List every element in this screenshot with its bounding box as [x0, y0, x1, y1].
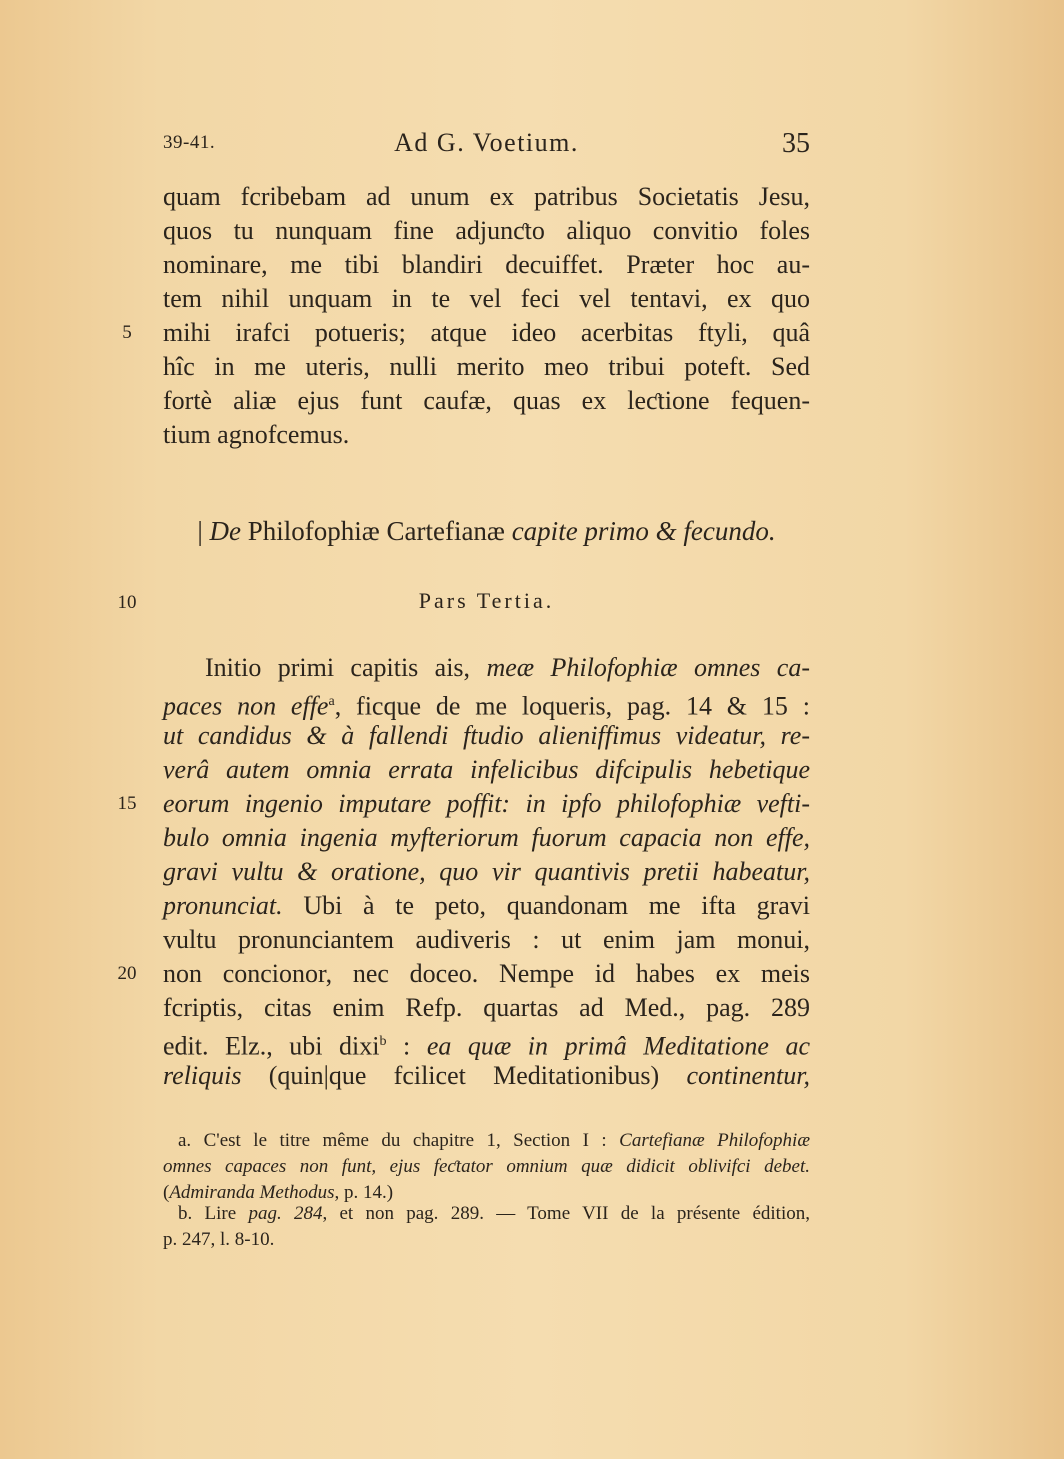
text-line: fortè aliæ ejus funt caufæ, quas ex leƈtione fequen-: [163, 386, 810, 415]
text-line: hîc in me uteris, nulli merito meo tribui poteft. Sed: [163, 352, 810, 381]
text-span: , et non pag. 289. — Tome VII de la présente édition,: [322, 1203, 810, 1224]
text-line: tium agnofcemus.: [163, 420, 350, 449]
text-span: pag. 284: [248, 1203, 323, 1224]
text-span: Initio primi capitis ais,: [205, 653, 471, 682]
section-heading-part: De: [209, 516, 241, 546]
text-span: bulo omnia ingenia myfteriorum fuorum capacia non effe,: [163, 823, 810, 852]
page-number: 35: [782, 128, 810, 159]
text-span: Cartefianæ Philofophiæ: [619, 1130, 810, 1151]
text-span: Ubi à te peto, quandonam me ifta gravi: [282, 891, 810, 920]
line-number: 20: [117, 963, 137, 984]
footnote-line: [163, 1153, 810, 1181]
text-line: [163, 685, 810, 724]
text-line: nominare, me tibi blandiri decuiffet. Præter hoc au-: [163, 250, 810, 279]
footnote-line: [178, 1200, 810, 1228]
section-heading-part: capite primo & fecundo.: [511, 516, 776, 546]
text-span: b. Lire: [178, 1203, 249, 1224]
text-line: [163, 787, 810, 821]
text-line: vultu pronunciantem audiveris : ut enim jam monui,: [163, 925, 810, 954]
text-line: quam fcribebam ad unum ex patribus Societatis Jesu,: [163, 182, 810, 211]
text-span: ea quæ in primâ Meditatione ac: [426, 1031, 810, 1061]
text-span: eorum ingenio imputare poffit: in ipfo philofophiæ vefti-: [163, 789, 810, 818]
text-line: [205, 651, 810, 685]
running-title: Ad G. Voetium.: [394, 128, 579, 157]
text-span: pronunciat.: [163, 891, 283, 920]
text-span: reliquis: [163, 1061, 242, 1090]
text-span: a. C'est le titre même du chapitre 1, Section I :: [178, 1130, 620, 1151]
text-line: mihi irafci potueris; atque ideo acerbitas ftyli, quâ: [163, 318, 810, 347]
section-marker: |: [197, 516, 203, 546]
text-span: continentur,: [686, 1061, 810, 1090]
text-span: verâ autem omnia errata infelicibus difcipulis hebetique: [163, 755, 810, 784]
running-header: [163, 128, 810, 168]
text-span: (: [163, 1182, 170, 1203]
text-span: meæ Philofophiæ omnes ca-: [486, 653, 811, 682]
footnote-ref: a: [328, 694, 335, 709]
text-span: edit. Elz., ubi dixi: [163, 1031, 380, 1061]
text-line: fcriptis, citas enim Refp. quartas ad Med., pag. 289: [163, 993, 810, 1022]
text-line: [163, 719, 810, 753]
text-span: :: [386, 1031, 427, 1061]
line-number: 10: [117, 592, 137, 613]
text-span: ut candidus & à fallendi ftudio alieniffimus videatur, re-: [163, 721, 810, 750]
text-span: paces non effe: [163, 691, 329, 721]
text-line: non concionor, nec doceo. Nempe id habes ex meis: [163, 959, 810, 988]
text-line: [163, 889, 810, 923]
text-span: omnes capaces non funt, ejus feƈtator omnium quæ didicit oblivifci debet.: [163, 1156, 810, 1177]
text-span: (quin|que fcilicet Meditationibus): [241, 1061, 687, 1090]
section-heading-part: Philofophiæ Cartefianæ: [247, 516, 505, 546]
text-span: , ficque de me loqueris, pag. 14 & 15 :: [334, 691, 810, 721]
text-span: Admiranda Methodus: [169, 1182, 335, 1203]
section-heading: [163, 516, 810, 547]
line-number: 5: [122, 322, 132, 343]
page-range: 39-41.: [163, 132, 216, 153]
footnote-ref: b: [379, 1034, 387, 1049]
text-line: tem nihil unquam in te vel feci vel tentavi, ex quo: [163, 284, 810, 313]
text-line: quos tu nunquam fine adjunƈto aliquo convitio foles: [163, 216, 810, 245]
footnote-line: [178, 1127, 810, 1155]
text-line: [163, 821, 810, 855]
line-number: 15: [117, 793, 137, 814]
part-title: Pars Tertia.: [418, 588, 555, 613]
text-line: [163, 855, 810, 889]
text-line: [163, 753, 810, 787]
text-span: , p. 14.): [334, 1182, 394, 1203]
footnote-line: p. 247, l. 8-10.: [163, 1229, 275, 1250]
text-line: [163, 1059, 810, 1093]
text-span: gravi vultu & oratione, quo vir quantivis pretii habeatur,: [163, 857, 810, 886]
text-line: [163, 1025, 810, 1064]
